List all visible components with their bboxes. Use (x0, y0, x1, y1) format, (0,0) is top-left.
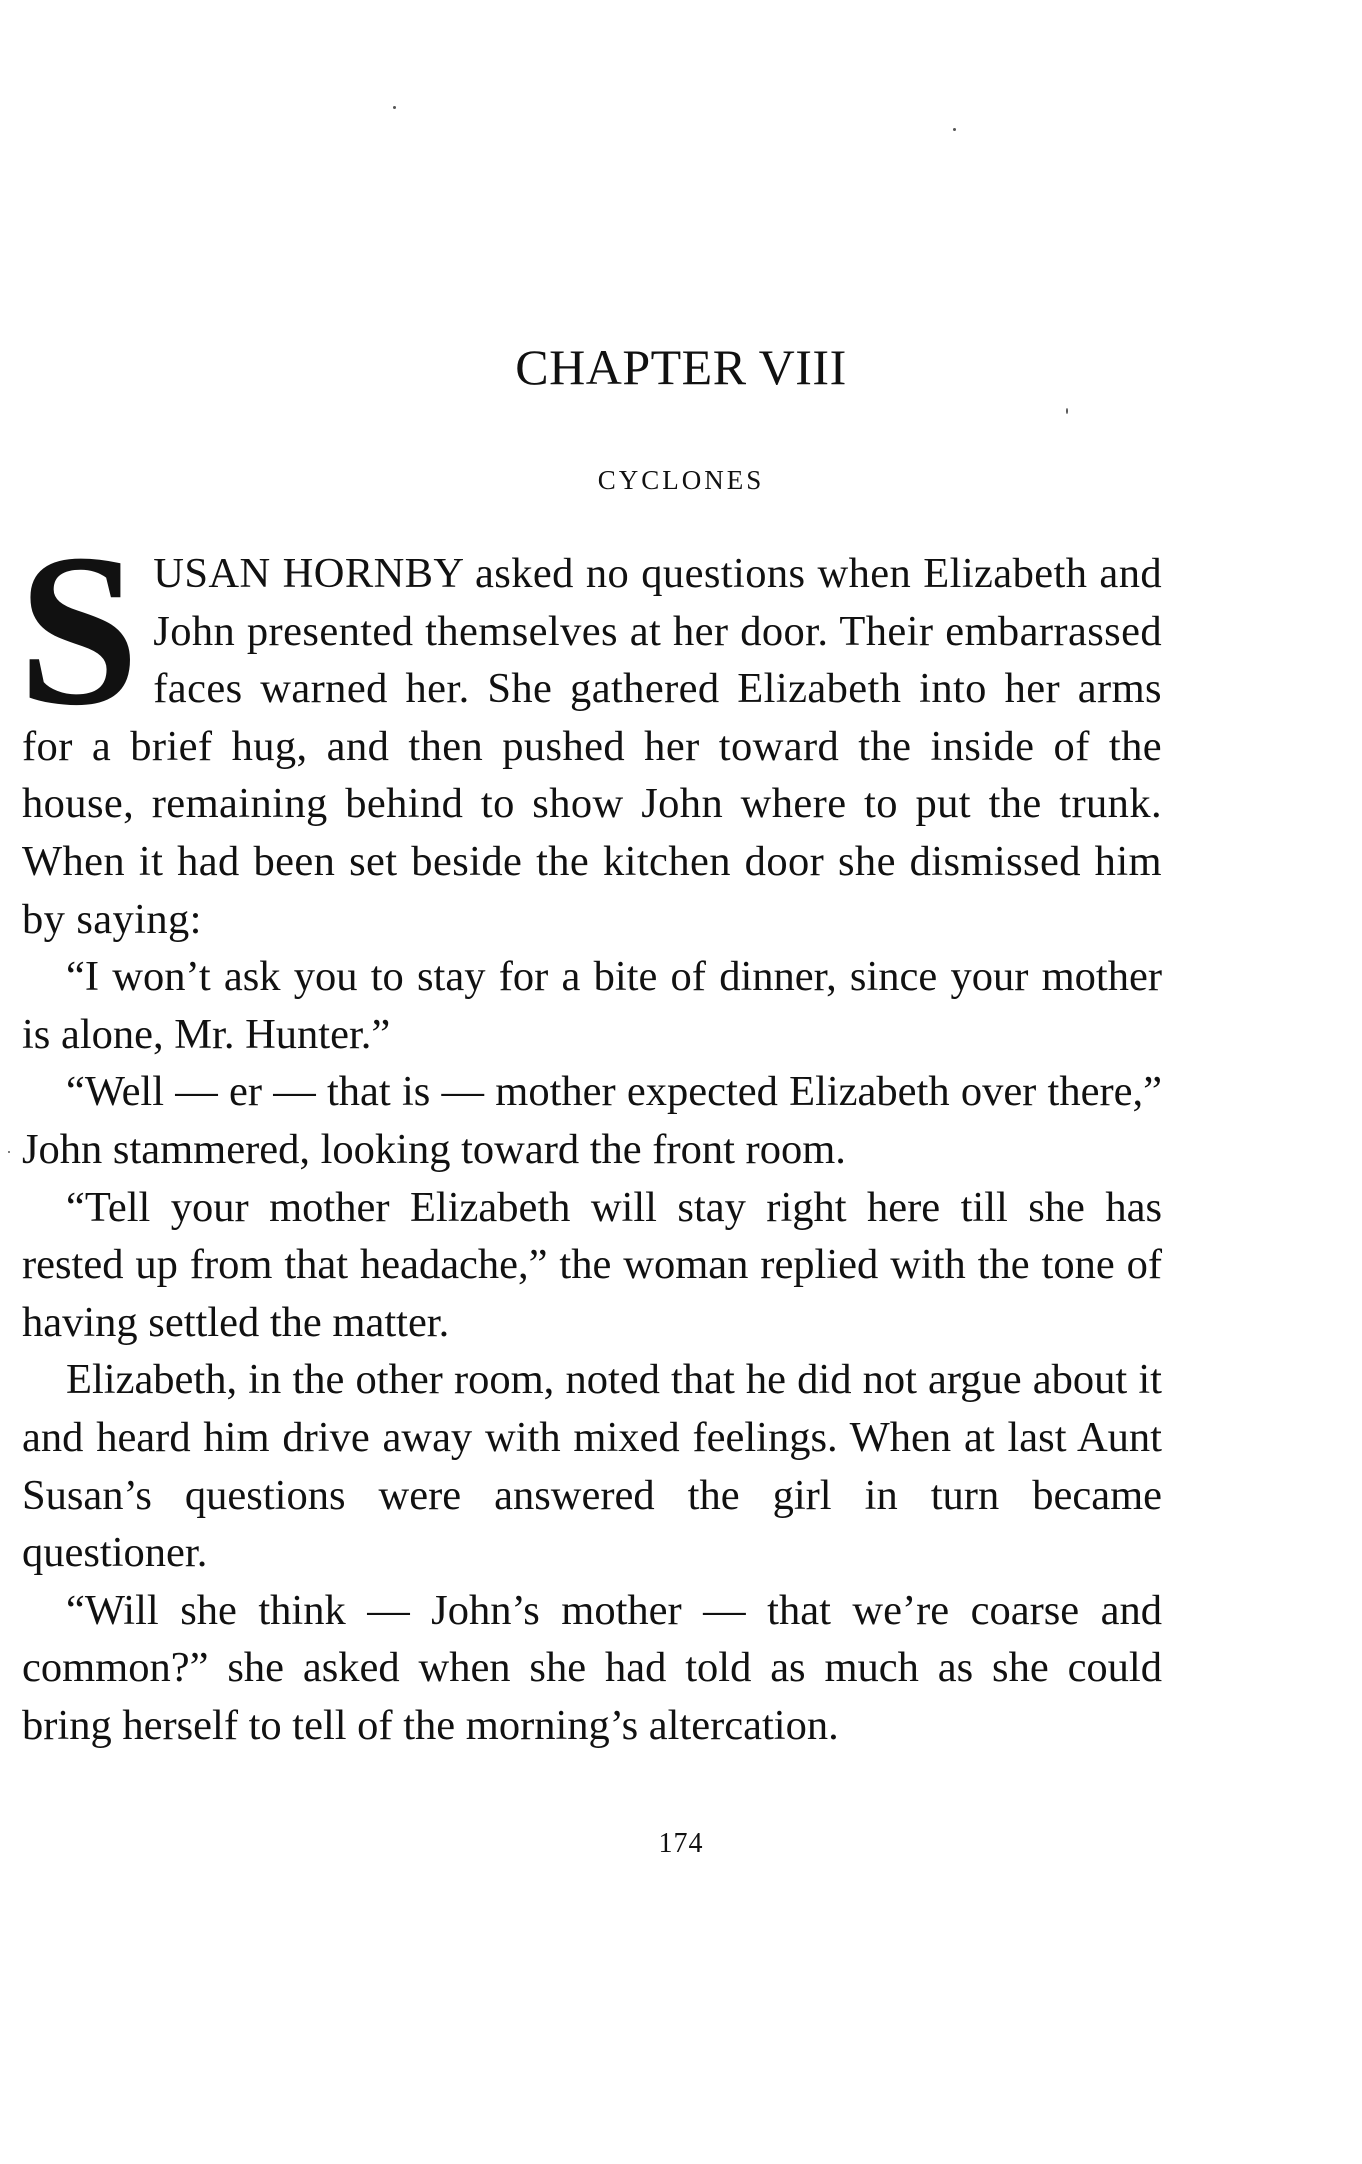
scan-speck (393, 106, 396, 109)
chapter-body (18, 510, 1162, 1754)
paragraph: Elizabeth, in the other room, noted that he did not argue about it and heard him drive away with mixed feelings. When at last Aunt Susan’s questions were answered the girl in turn became questioner. (22, 1356, 1162, 1577)
chapter-title: CHAPTER VIII (515, 339, 847, 395)
paragraph: “Well — er — that is — mother expected Elizabeth over there,” John stammered, looking toward the front room. (22, 1068, 1162, 1173)
drop-cap: S (18, 510, 140, 751)
paragraph: “I won’t ask you to stay for a bite of dinner, since your mother is alone, Mr. Hunter.” (22, 953, 1162, 1058)
first-paragraph-text: USAN HORNBY asked no questions when Elizabeth and John presented themselves at her door. Their embarrassed faces warned her. She gathered Elizabeth into her arms for a brief hug, and then pushed her toward the inside of the house, remaining behind to show John where to put the trunk. When it had been set beside the kitchen door she dismissed him by saying: (22, 550, 1162, 943)
paragraph: “Will she think — John’s mother — that we’re coarse and common?” she asked when she had told as much as she could bring herself to tell of the morning’s altercation. (22, 1586, 1162, 1749)
chapter-subtitle: CYCLONES (597, 465, 765, 495)
scan-speck (1066, 408, 1068, 414)
scan-speck (8, 1151, 10, 1153)
page-number: 174 (658, 1828, 704, 1859)
scan-speck (953, 128, 956, 131)
paragraph (18, 510, 1162, 948)
paragraph: “Tell your mother Elizabeth will stay right here till she has rested up from that headache,” the woman replied with the tone of having settled the matter. (22, 1183, 1162, 1346)
